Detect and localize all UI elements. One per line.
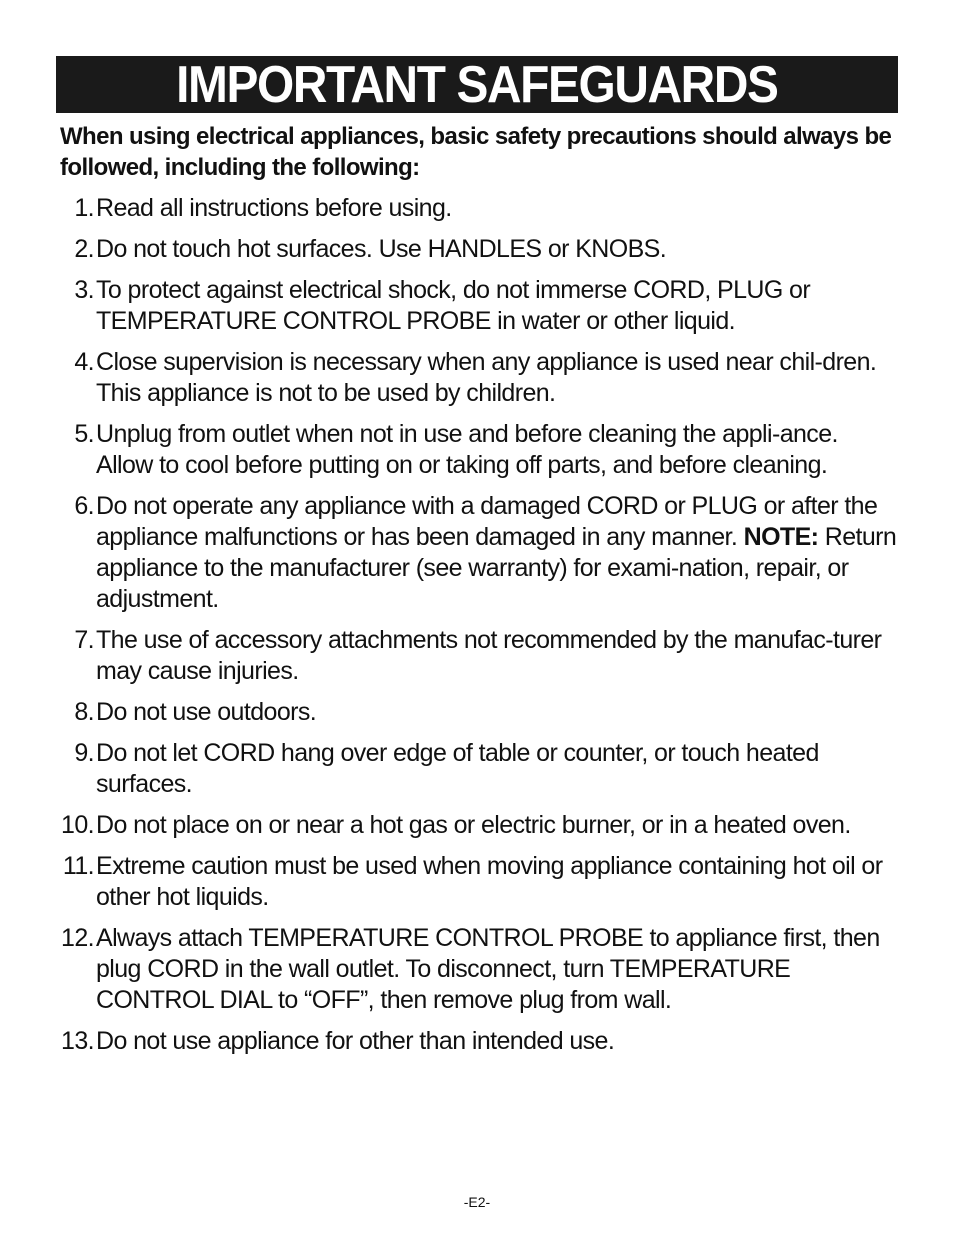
list-item [56,923,898,1016]
list-item [56,625,898,687]
item-number: 7. [74,626,94,654]
item-number: 10. [61,811,94,839]
item-number: 3. [74,276,94,304]
item-text: Read all instructions before using. [96,194,452,222]
item-number: 4. [74,348,94,376]
item-text: Do not place on or near a hot gas or electric burner, or in a heated oven. [96,811,851,839]
list-item [56,697,898,728]
list-item [56,851,898,913]
list-item [56,234,898,265]
list-item [56,193,898,224]
list-item [56,419,898,481]
list-item [56,810,898,841]
page-number: -E2- [463,1194,491,1210]
item-text: Close supervision is necessary when any appliance is used near chil-dren. This appliance is not to be used by children. [96,348,877,407]
item-number: 12. [61,924,94,952]
item-text: Do not use appliance for other than intended use. [96,1027,615,1055]
item-text: Do not touch hot surfaces. Use HANDLES or KNOBS. [96,235,667,263]
item-number: 1. [74,194,94,222]
item-text: Do not let CORD hang over edge of table or counter, or touch heated surfaces. [96,739,819,798]
item-text: Unplug from outlet when not in use and before cleaning the appli-ance. Allow to cool before putting on or taking off parts, and before cleaning. [96,420,838,479]
list-item [56,275,898,337]
intro-text: When using electrical appliances, basic safety precautions should always be followed, including the following: [60,123,892,181]
item-text: Extreme caution must be used when moving appliance containing hot oil or other hot liquids. [96,852,883,911]
item-number: 13. [61,1027,94,1055]
note-text: Return appliance to the manufacturer (see warranty) for exami-nation, repair, or adjustment. [96,523,897,613]
title-banner [56,56,898,113]
item-number: 9. [74,739,94,767]
item-number: 11. [62,852,94,880]
note-label: NOTE: [743,523,819,551]
item-text: Always attach TEMPERATURE CONTROL PROBE to appliance first, then plug CORD in the wall outlet. To disconnect, turn TEMPERATURE CONTROL DIAL to “OFF”, then remove plug from wall. [96,924,880,1014]
list-item [56,491,898,615]
item-number: 8. [74,698,94,726]
item-text: To protect against electrical shock, do not immerse CORD, PLUG or TEMPERATURE CONTROL PROBE in water or other liquid. [96,276,811,335]
item-number: 2. [74,235,94,263]
item-text: Do not operate any appliance with a damaged CORD or PLUG or after the appliance malfunctions or has been damaged in any manner. [96,492,878,551]
list-item [56,738,898,800]
item-text: The use of accessory attachments not recommended by the manufac-turer may cause injuries. [96,626,882,685]
page-title: IMPORTANT SAFEGUARDS [176,55,778,114]
item-number: 6. [74,492,94,520]
list-item [56,1026,898,1057]
item-text: Do not use outdoors. [96,698,317,726]
safeguards-list [56,193,898,1067]
list-item [56,347,898,409]
item-number: 5. [74,420,94,448]
